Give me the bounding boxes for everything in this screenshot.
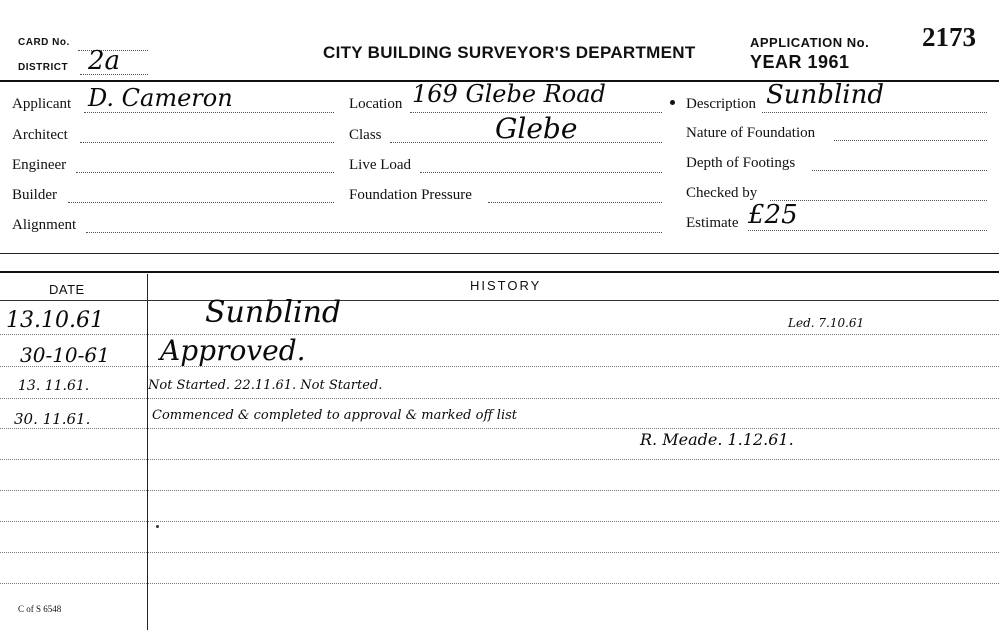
history-line [0,552,999,553]
alignment-label: Alignment [12,217,77,233]
date-column-divider [147,274,148,630]
live-load-line [420,172,662,173]
description-line [762,112,987,113]
description-label: Description [686,96,756,112]
history-line [0,334,999,335]
applicant-line [84,112,334,113]
history-row-2-text: Approved. [160,334,306,367]
history-line [0,428,999,429]
estimate-label: Estimate [686,215,739,231]
history-row-2-date: 30-10-61 [20,343,110,367]
nature-of-foundation-label: Nature of Foundation [686,125,816,141]
architect-line [80,142,334,143]
applicant-value: D. Cameron [88,84,233,112]
applicant-label: Applicant [12,96,72,112]
builder-line [68,202,334,203]
location-value: 169 Glebe Road [412,80,606,108]
checked-by-label: Checked by [686,185,758,201]
estimate-value: £25 [748,200,798,230]
history-line [0,398,999,399]
live-load-label: Live Load [349,157,412,173]
depth-of-footings-label: Depth of Footings [686,155,796,171]
alignment-line [86,232,662,233]
builder-label: Builder [12,187,57,203]
district-value: 2a [88,46,121,76]
history-row-4-text: Commenced & completed to approval & marked off list [152,408,518,423]
checked-by-line [770,200,987,201]
date-header: DATE [49,282,85,297]
estimate-line [748,230,987,231]
history-row-3-date: 13. 11.61. [18,378,90,394]
description-value: Sunblind [766,80,884,110]
engineer-line [76,172,334,173]
district-label: DISTRICT [18,62,69,73]
nature-of-foundation-line [834,140,987,141]
card-no-label: CARD No. [18,37,70,48]
history-header-rule [0,300,999,301]
architect-label: Architect [12,127,68,143]
history-line [0,366,999,367]
fields-rule-thick [0,271,999,273]
history-header: HISTORY [470,278,542,293]
engineer-label: Engineer [12,157,67,173]
speck [156,525,159,528]
history-line [0,459,999,460]
depth-of-footings-line [812,170,987,171]
location-label: Location [349,96,403,112]
history-row-3-text: Not Started. 22.11.61. Not Started. [148,378,383,393]
history-row-5-note: R. Meade. 1.12.61. [640,430,794,449]
form-code: C of S 6548 [18,604,62,614]
application-number: 2173 [922,22,976,52]
class-label: Class [349,127,382,143]
history-row-4-date: 30. 11.61. [14,410,91,428]
year-label: YEAR 1961 [750,52,850,72]
history-row-1-note: Led. 7.10.61 [788,316,865,330]
foundation-pressure-label: Foundation Pressure [349,187,472,203]
bullet-dot [670,100,675,105]
history-line [0,583,999,584]
history-line [0,521,999,522]
history-row-1-date: 13.10.61 [6,308,104,333]
class-value: Glebe [495,112,578,145]
fields-rule-thin [0,253,999,254]
history-row-1-text: Sunblind [205,295,342,330]
application-label: APPLICATION No. [750,35,870,50]
history-line [0,490,999,491]
department-title: CITY BUILDING SURVEYOR'S DEPARTMENT [323,43,696,62]
foundation-pressure-line [488,202,662,203]
